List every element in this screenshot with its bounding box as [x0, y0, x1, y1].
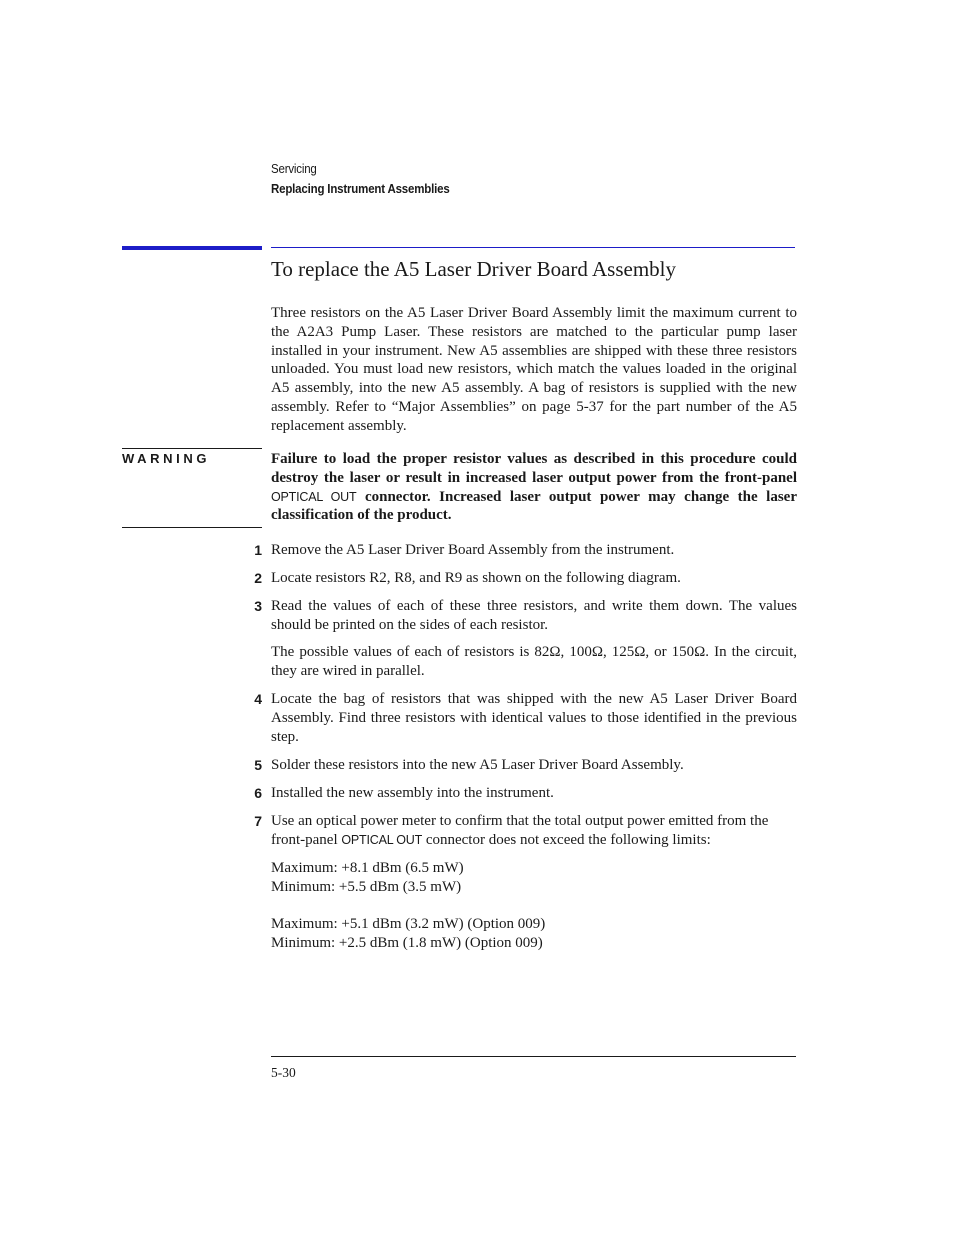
warning-text-part: Failure to load the proper resistor values as described in this procedure could destroy the laser or result in increased laser output power from the front-panel: [271, 451, 797, 486]
footer-rule: [271, 1056, 796, 1057]
power-limits-option-009: [271, 915, 797, 953]
limit-min-option: Minimum: +2.5 dBm (1.8 mW) (Option 009): [271, 934, 543, 951]
step-text: Solder these resistors into the new A5 Laser Driver Board Assembly.: [271, 757, 684, 773]
page-title: To replace the A5 Laser Driver Board Assembly: [271, 257, 676, 281]
step-number: 3: [254, 598, 262, 614]
warning-label: WARNING: [122, 451, 211, 466]
step-note: The possible values of each of resistors is 82Ω, 100Ω, 125Ω, or 150Ω. In the circuit, they are wired in parallel.: [271, 644, 797, 679]
power-limits: [271, 859, 797, 897]
step-number: 4: [254, 691, 262, 707]
warning-bottom-rule: [122, 527, 262, 528]
running-head-section: Servicing: [271, 162, 317, 176]
limit-max: Maximum: +8.1 dBm (6.5 mW): [271, 860, 464, 876]
page-number: 5-30: [271, 1065, 296, 1080]
step-number: 1: [254, 542, 262, 558]
step-text: Locate resistors R2, R8, and R9 as shown on the following diagram.: [271, 570, 681, 586]
running-head-subsection: Replacing Instrument Assemblies: [271, 182, 450, 196]
step-text: Read the values of each of these three resistors, and write them down. The values should be printed on the sides of each resistor.: [271, 598, 797, 633]
connector-name: OPTICAL OUT: [341, 832, 423, 847]
warning-text-part: connector. Increased laser output power may change the laser classification of the product.: [271, 488, 797, 524]
step-number: 5: [254, 757, 262, 773]
limit-min: Minimum: +5.5 dBm (3.5 mW): [271, 878, 462, 895]
section-rule: [271, 247, 795, 248]
step-text: Remove the A5 Laser Driver Board Assembly from the instrument.: [271, 542, 675, 558]
step-number: 6: [254, 785, 262, 801]
step-text-part: connector does not exceed the following limits:: [422, 831, 711, 848]
running-head: [271, 160, 465, 199]
step-text: Installed the new assembly into the instrument.: [271, 785, 554, 801]
step-text: [271, 812, 797, 850]
warning-top-rule: [122, 448, 262, 449]
step-number: 7: [254, 813, 262, 829]
step-text-part: Use an optical power meter to confirm that the total output power emitted from the front-panel: [271, 813, 769, 848]
warning-text: [271, 450, 797, 525]
step-number: 2: [254, 570, 262, 586]
connector-name: OPTICAL OUT: [271, 489, 357, 504]
intro-paragraph: Three resistors on the A5 Laser Driver Board Assembly limit the maximum current to the A2A3 Pump Laser. These resistors are matched to the particular pump laser installed in your instrument. New A5 assemblies are shipped with these three resistors unloaded. You must load new resistors, which match the values loaded in the original A5 assembly, into the new A5 assembly. A bag of resistors is supplied with the new assembly. Refer to “Major Assemblies” on page 5-37 for the part number of the A5 replacement assembly.: [271, 305, 797, 434]
limit-max-option: Maximum: +5.1 dBm (3.2 mW) (Option 009): [271, 916, 546, 932]
section-accent-bar: [122, 246, 262, 250]
step-text: Locate the bag of resistors that was shipped with the new A5 Laser Driver Board Assembly. Find three resistors with identical values to those identified in the previous step.: [271, 691, 797, 745]
